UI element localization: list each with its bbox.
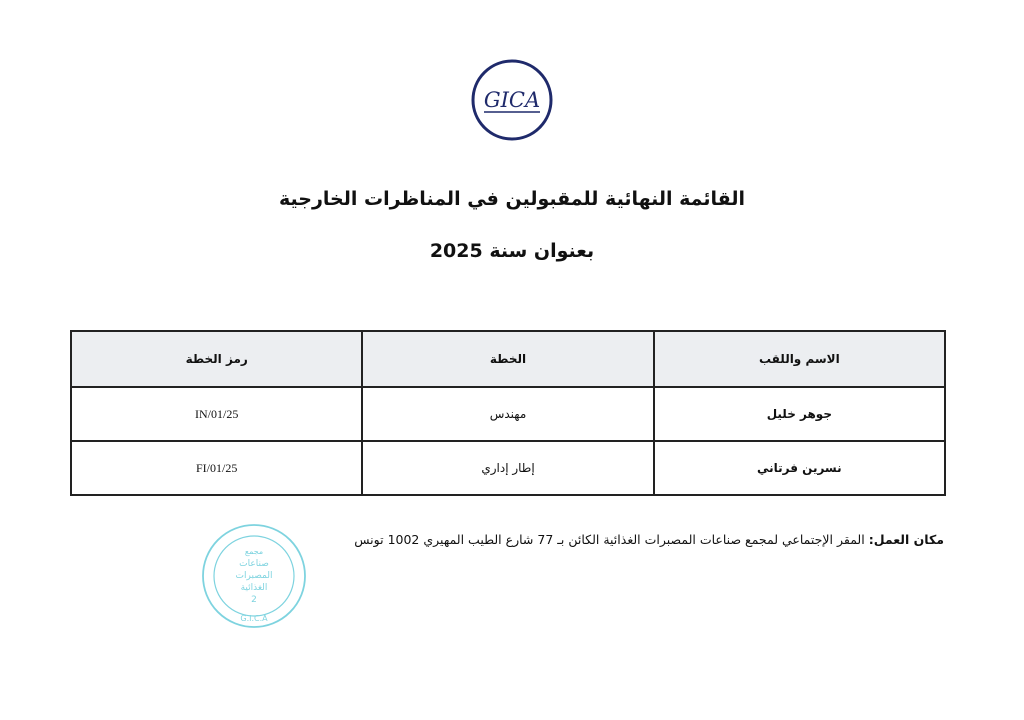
workplace-label: مكان العمل [873, 532, 944, 547]
cell-name: نسرين فرتاني [654, 441, 945, 495]
svg-text:الغذائية: الغذائية [240, 583, 268, 593]
table-header-row [71, 331, 945, 387]
header-code: رمز الخطة [71, 331, 362, 387]
gica-logo [470, 58, 554, 142]
header-plan: الخطة [362, 331, 653, 387]
cell-code: IN/01/25 [71, 387, 362, 441]
logo-text: GICA [483, 88, 541, 112]
workplace-text: المقر الإجتماعي لمجمع صناعات المصبرات الغذائية الكائن بـ 77 شارع الطيب المهيري 1002 تونس [354, 532, 865, 547]
svg-text:المصبرات: المصبرات [235, 571, 273, 581]
page-title: القائمة النهائية للمقبولين في المناظرات الخارجية [278, 188, 746, 210]
svg-text:مجمع: مجمع [244, 547, 264, 556]
cell-name: جوهر خليل [654, 387, 945, 441]
results-table [70, 330, 946, 496]
svg-text:صناعات: صناعات [239, 559, 269, 569]
page-subtitle: بعنوان سنة 2025 [429, 240, 595, 262]
cell-plan: إطار إداري [362, 441, 653, 495]
table-row [71, 441, 945, 495]
workplace-note [354, 532, 944, 547]
cell-plan: مهندس [362, 387, 653, 441]
table-row [71, 387, 945, 441]
official-stamp [200, 522, 308, 630]
svg-text:2: 2 [251, 595, 257, 605]
svg-text:G.I.C.A: G.I.C.A [240, 614, 268, 623]
header-name: الاسم واللقب [654, 331, 945, 387]
workplace-colon: : [868, 532, 874, 547]
cell-code: FI/01/25 [71, 441, 362, 495]
